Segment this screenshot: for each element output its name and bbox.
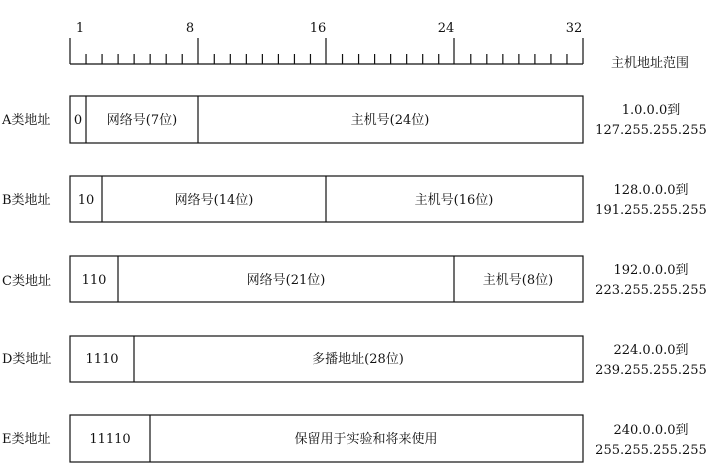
class-a-range-end: 127.255.255.255: [595, 123, 707, 138]
class-e-label: E类地址: [2, 432, 51, 447]
range-header: 主机地址范围: [610, 56, 690, 71]
class-d-multicast-field: 多播地址(28位): [312, 352, 404, 367]
class-c-prefix: 110: [81, 273, 107, 288]
class-c-host-field: 主机号(8位): [482, 273, 554, 288]
class-c-label: C类地址: [2, 274, 51, 289]
bit-ruler: [70, 38, 583, 64]
class-d-label: D类地址: [2, 352, 52, 367]
class-b-network-field: 网络号(14位): [174, 193, 254, 208]
class-b-range-start: 128.0.0.0到: [613, 183, 689, 198]
ruler-label-32: 32: [565, 21, 583, 36]
class-a-label: A类地址: [2, 113, 51, 128]
class-e-range-end: 255.255.255.255: [595, 443, 707, 458]
class-e-prefix: 11110: [89, 432, 131, 447]
class-b-label: B类地址: [2, 193, 51, 208]
class-a-prefix: 0: [73, 113, 83, 128]
class-a-range-start: 1.0.0.0到: [621, 103, 681, 118]
class-b-range-end: 191.255.255.255: [595, 203, 707, 218]
class-c-row: [2, 256, 707, 302]
class-b-row: [2, 176, 707, 222]
class-a-network-field: 网络号(7位): [106, 113, 178, 128]
class-b-host-field: 主机号(16位): [414, 193, 494, 208]
ruler-label-24: 24: [437, 21, 455, 36]
class-d-range-end: 239.255.255.255: [595, 363, 707, 378]
class-e-range-start: 240.0.0.0到: [613, 423, 689, 438]
class-a-row: [1, 96, 707, 143]
class-d-range-start: 224.0.0.0到: [613, 343, 689, 358]
class-d-prefix: 1110: [85, 352, 119, 367]
class-e-reserved-field: 保留用于实验和将来使用: [294, 432, 438, 447]
class-c-range-end: 223.255.255.255: [595, 283, 707, 298]
ruler-label-16: 16: [309, 21, 327, 36]
class-c-network-field: 网络号(21位): [246, 273, 326, 288]
class-b-prefix: 10: [77, 193, 95, 208]
class-c-range-start: 192.0.0.0到: [613, 263, 689, 278]
ruler-label-1: 1: [75, 21, 85, 36]
ruler-label-8: 8: [185, 21, 195, 36]
class-a-host-field: 主机号(24位): [350, 113, 430, 128]
class-d-row: [2, 336, 707, 382]
class-e-row: [2, 415, 707, 462]
